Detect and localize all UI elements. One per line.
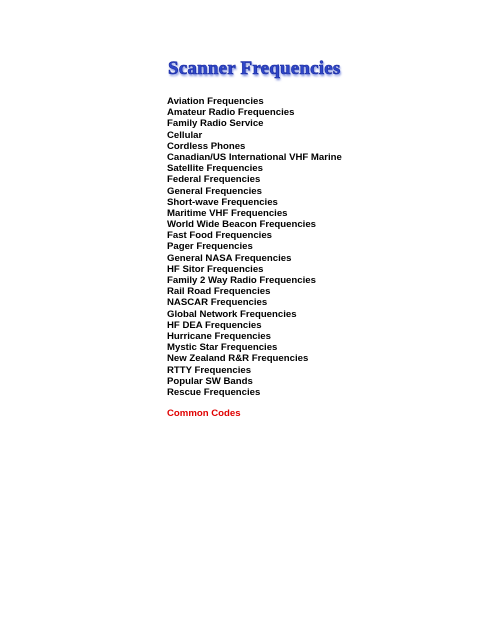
frequency-link-list <box>167 96 342 398</box>
frequency-link[interactable]: Fast Food Frequencies <box>167 230 273 242</box>
frequency-link-item[interactable] <box>167 275 342 286</box>
frequency-link[interactable]: Family 2 Way Radio Frequencies <box>167 275 316 286</box>
frequency-link-item[interactable] <box>167 107 342 118</box>
frequency-link[interactable]: Hurricane Frequencies <box>167 330 271 342</box>
frequency-link[interactable]: Family Radio Service <box>167 118 264 130</box>
frequency-link[interactable]: General Frequencies <box>167 185 262 197</box>
frequency-link-item[interactable] <box>167 309 342 320</box>
frequency-link[interactable]: Cellular <box>167 129 203 141</box>
frequency-link[interactable]: RTTY Frequencies <box>167 364 252 376</box>
frequency-link-item[interactable] <box>167 353 342 364</box>
frequency-link[interactable]: Short-wave Frequencies <box>167 196 278 208</box>
frequency-link[interactable]: Maritime VHF Frequencies <box>167 207 288 219</box>
frequency-link[interactable]: Federal Frequencies <box>167 174 261 186</box>
frequency-link[interactable]: Popular SW Bands <box>167 375 253 387</box>
frequency-link[interactable]: World Wide Beacon Frequencies <box>167 219 317 231</box>
frequency-link-item[interactable] <box>167 141 342 152</box>
frequency-link[interactable]: NASCAR Frequencies <box>167 297 268 309</box>
frequency-link-item[interactable] <box>167 118 342 129</box>
frequency-link-item[interactable] <box>167 197 342 208</box>
frequency-link[interactable]: New Zealand R&R Frequencies <box>167 353 309 365</box>
frequency-link-item[interactable] <box>167 208 342 219</box>
frequency-link[interactable]: Rail Road Frequencies <box>167 286 271 298</box>
frequency-link-item[interactable] <box>167 174 342 185</box>
frequency-link-item[interactable] <box>167 230 342 241</box>
frequency-link-item[interactable] <box>167 365 342 376</box>
frequency-link-item[interactable] <box>167 286 342 297</box>
frequency-link[interactable]: Pager Frequencies <box>167 241 253 253</box>
frequency-link-item[interactable] <box>167 387 342 398</box>
frequency-link-item[interactable] <box>167 342 342 353</box>
frequency-link-item[interactable] <box>167 130 342 141</box>
frequency-link[interactable]: Rescue Frequencies <box>167 386 261 398</box>
frequency-link[interactable]: Amateur Radio Frequencies <box>167 107 295 119</box>
frequency-link[interactable]: Satellite Frequencies <box>167 163 263 175</box>
frequency-link[interactable]: Mystic Star Frequencies <box>167 342 278 354</box>
frequency-link-item[interactable] <box>167 241 342 252</box>
frequency-link-item[interactable] <box>167 264 342 275</box>
frequency-link-item[interactable] <box>167 219 342 230</box>
frequency-link[interactable]: HF DEA Frequencies <box>167 319 262 331</box>
frequency-link-item[interactable] <box>167 331 342 342</box>
frequency-link[interactable]: Global Network Frequencies <box>167 308 297 320</box>
frequency-link-item[interactable] <box>167 253 342 264</box>
frequency-link[interactable]: Canadian/US International VHF Marine <box>167 151 342 163</box>
frequency-link-item[interactable] <box>167 186 342 197</box>
frequency-link[interactable]: Cordless Phones <box>167 140 246 152</box>
frequency-link-item[interactable] <box>167 376 342 387</box>
frequency-link-item[interactable] <box>167 320 342 331</box>
frequency-link[interactable]: Aviation Frequencies <box>167 96 264 107</box>
frequency-link[interactable]: HF Sitor Frequencies <box>167 263 264 275</box>
frequency-link-item[interactable] <box>167 96 342 107</box>
frequency-link[interactable]: General NASA Frequencies <box>167 252 292 264</box>
common-codes-link[interactable]: Common Codes <box>167 408 241 419</box>
frequency-link-item[interactable] <box>167 163 342 174</box>
frequency-link-item[interactable] <box>167 152 342 163</box>
page-title: Scanner Frequencies <box>168 58 341 79</box>
frequency-link-item[interactable] <box>167 297 342 308</box>
